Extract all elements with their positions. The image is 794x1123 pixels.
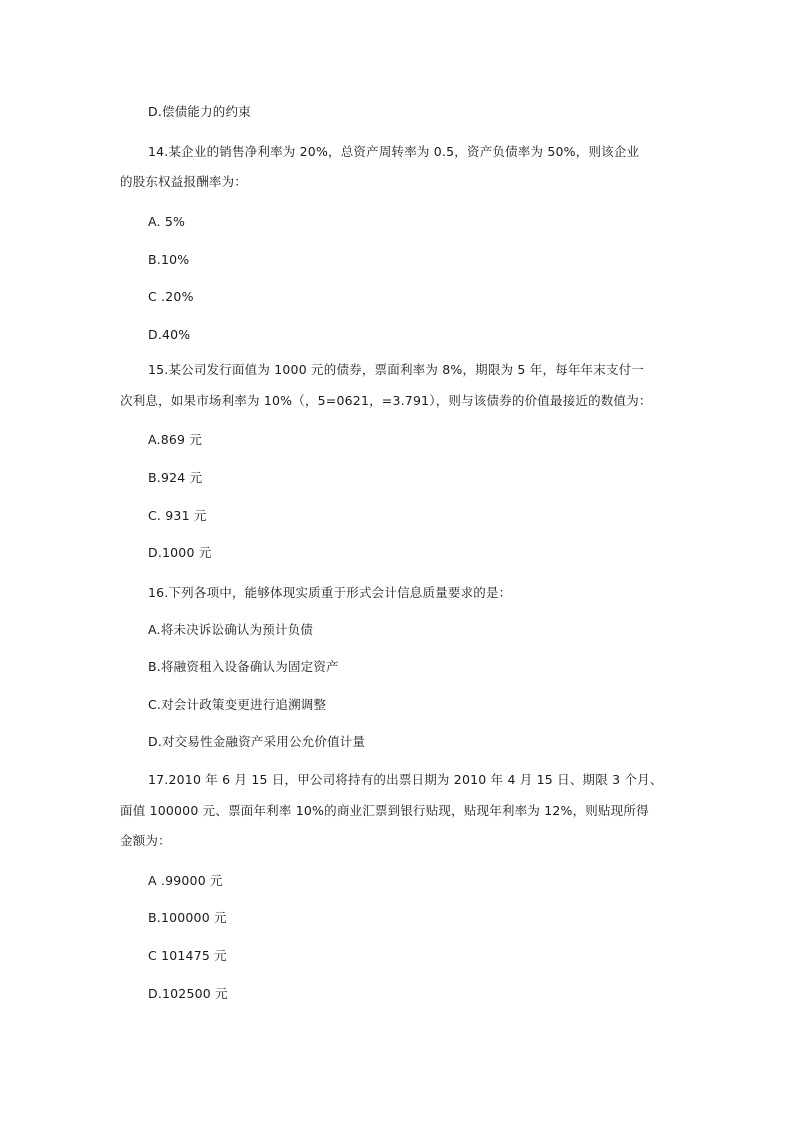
q14-option-d: D.40% bbox=[148, 327, 191, 342]
q14-option-b: B.10% bbox=[148, 252, 190, 267]
q15-option-d: D.1000 元 bbox=[148, 545, 212, 560]
q17-stem-line-1: 17.2010 年 6 月 15 日，甲公司将持有的出票日期为 2010 年 4 月 15 日、期限 3 个月、 bbox=[148, 772, 663, 787]
q17-option-a: A .99000 元 bbox=[148, 873, 223, 888]
q16-option-c: C.对会计政策变更进行追溯调整 bbox=[148, 697, 327, 712]
q17-stem-line-3: 金额为： bbox=[120, 833, 171, 848]
q15-stem-line-1: 15.某公司发行面值为 1000 元的债券，票面利率为 8%，期限为 5 年，每年年末支付一 bbox=[148, 362, 645, 377]
q14-stem-line-1: 14.某企业的销售净利率为 20%，总资产周转率为 0.5，资产负债率为 50%，则该企业 bbox=[148, 144, 640, 159]
q16-option-b: B.将融资租入设备确认为固定资产 bbox=[148, 659, 339, 674]
q16-option-a: A.将未决诉讼确认为预计负债 bbox=[148, 622, 314, 637]
q14-option-a: A. 5% bbox=[148, 214, 186, 229]
q15-stem-line-2: 次利息，如果市场利率为 10%（，5=0621，=3.791），则与该债券的价值最接近的数值为： bbox=[120, 393, 652, 408]
q17-stem-line-2: 面值 100000 元、票面年利率 10%的商业汇票到银行贴现，贴现年利率为 12%，则贴现所得 bbox=[120, 803, 649, 818]
q13-option-d: D.偿债能力的约束 bbox=[148, 104, 251, 119]
q15-option-c: C. 931 元 bbox=[148, 508, 207, 523]
q17-option-b: B.100000 元 bbox=[148, 910, 227, 925]
q16-option-d: D.对交易性金融资产采用公允价值计量 bbox=[148, 734, 366, 749]
q15-option-a: A.869 元 bbox=[148, 432, 203, 447]
q16-stem-line-1: 16.下列各项中，能够体现实质重于形式会计信息质量要求的是： bbox=[148, 585, 512, 600]
q17-option-c: C 101475 元 bbox=[148, 948, 227, 963]
q15-option-b: B.924 元 bbox=[148, 470, 203, 485]
q17-option-d: D.102500 元 bbox=[148, 986, 228, 1001]
q14-stem-line-2: 的股东权益报酬率为： bbox=[120, 174, 248, 189]
q14-option-c: C .20% bbox=[148, 289, 194, 304]
